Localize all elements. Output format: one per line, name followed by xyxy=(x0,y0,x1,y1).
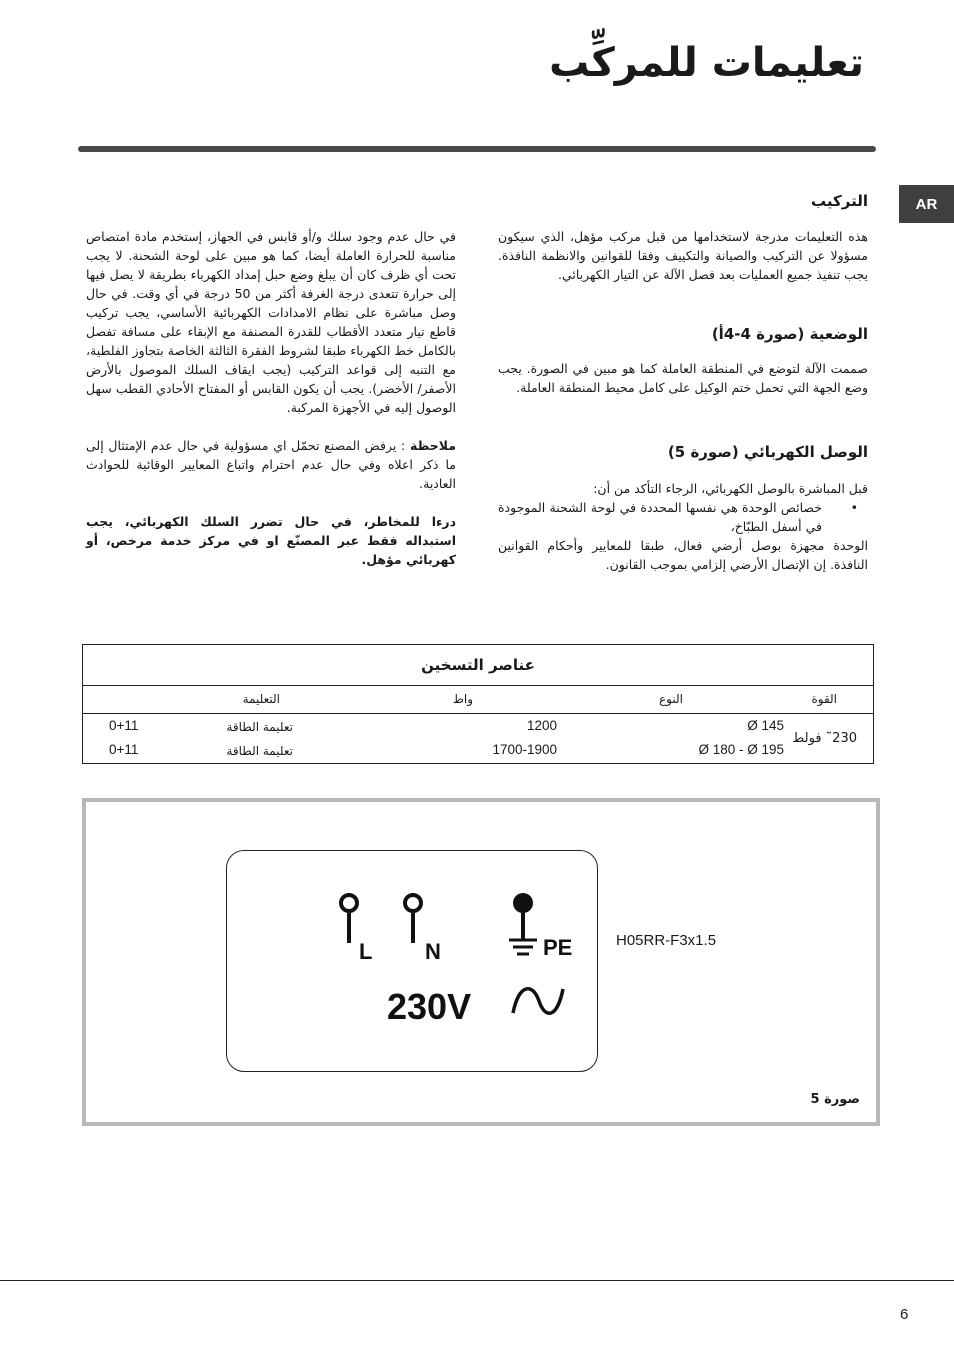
installation-heading: التركيب xyxy=(811,192,868,210)
electrical-checklist xyxy=(498,498,868,536)
warning-paragraph: درءا للمخاطر، في حال تضرر السلك الكهربائي، يجب استبداله فقط عبر المصنّع او في مركز خدمة مرخص، أو كهربائي مؤهل. xyxy=(86,514,456,567)
voltage-label: 230V xyxy=(387,986,472,1027)
header-divider xyxy=(83,713,873,714)
ac-wave-icon xyxy=(513,989,563,1014)
terminal-l-label: L xyxy=(359,939,373,964)
electrical-section xyxy=(498,479,868,574)
row2-instruction: تعليمة الطاقة xyxy=(226,744,293,758)
row1-setting: 0+11 xyxy=(109,718,139,733)
terminal-pe-label: PE xyxy=(543,935,573,960)
row1-instruction: تعليمة الطاقة xyxy=(226,720,293,734)
list-item: • خصائص الوحدة هي نفسها المحددة في لوحة الشحنة الموجودة في أسفل الطبّاخ، xyxy=(498,498,822,536)
title-divider xyxy=(78,146,876,152)
row1-watt: 1200 xyxy=(526,718,557,733)
cable-spec: H05RR-F3x1.5 xyxy=(616,932,717,949)
row2-setting: 0+11 xyxy=(109,742,139,757)
electrical-body: الوحدة مجهزة بوصل أرضي فعال، طبقا للمعايير وأحكام القوانين النافذة. إن الإتصال الأرضي إلزامي بموجب القانون. xyxy=(498,538,868,572)
neutral-terminal-icon xyxy=(405,895,421,943)
positioning-heading: الوضعية (صورة 4-4أ) xyxy=(711,325,868,343)
note-paragraph xyxy=(86,436,456,493)
positioning-body: صممت الآلة لتوضع في المنطقة العاملة كما هو مبين في الصورة. يجب وضع الجهة التي تحمل ختم الوكيل على كامل محيط المنطقة العاملة. xyxy=(498,361,868,395)
heating-elements-table xyxy=(82,644,874,764)
ground-terminal-icon xyxy=(509,893,537,954)
footer-divider xyxy=(0,1280,954,1281)
column-header-power: القوة xyxy=(811,692,837,706)
row1-type: Ø 145 xyxy=(747,718,784,733)
column-header-watt: واط xyxy=(452,692,473,706)
installation-body: هذه التعليمات مدرجة لاستخدامها من قبل مركب مؤهل، الذي سيكون مسؤولا عن التركيب والصيانة والتكييف وفقا للقوانين والانظمة النافذة. يجب تنفيذ جميع العمليات بعد فصل الآلة عن التيار الكهربائي. xyxy=(498,229,868,282)
table-title: عناصر التسخين xyxy=(83,645,873,686)
column-header-type: النوع xyxy=(659,692,683,706)
cable-instructions: في حال عدم وجود سلك و/أو قابس في الجهاز، إستخدم مادة امتصاص مناسبة للحرارة العاملة أيضا، كما هو مبين على لوحة الشحنة. لا يجب تحت أي ظرف كان أن يبلغ وضع حبل إمداد الكهرباء بطريقة لا يصل فيها إلى حرارة تتعدى درجة الغرفة أكثر من 50 درجة في أي وقت. في حال وصل مباشرة على نظام الامدادات الكهربائية الأساسي، يجب تركيب قاطع تيار متعدد الأقطاب للقدرة المصنفة مع الإبقاء على مسافة تفصل بالكامل خط الكهرباء طبقا لشروط الفقرة الثالثة الخاصة بتجاوز الفلطية، مع التنبه إلى قواعد التركيب (يجب ايقاف السلك الموصول بالأرض الأصفر/ الأخضر). يجب أن يكون القابس أو المفتاح الأحادي القطب سهل الوصول إليه في الأجهزة المركبة. xyxy=(86,229,457,415)
terminal-n-label: N xyxy=(425,939,441,964)
live-terminal-icon xyxy=(341,895,357,943)
electrical-intro: قبل المباشرة بالوصل الكهربائي، الرجاء التأكد من أن: xyxy=(593,481,868,496)
terminal-plate xyxy=(226,850,598,1072)
electrical-heading: الوصل الكهربائي (صورة 5) xyxy=(667,443,868,461)
row2-watt: 1700-1900 xyxy=(492,742,557,757)
left-column xyxy=(86,227,456,569)
voltage-cell: 230˜ فولط xyxy=(792,731,857,746)
note-body: : يرفض المصنع تحمّل اي مسؤولية في حال عدم الإمتثال إلى ما ذكر اعلاه وفي حال عدم احترام واتباع المعايير الوقائية للحوادث العادية. xyxy=(86,438,456,491)
terminal-diagram xyxy=(227,851,597,1071)
note-label: ملاحظة xyxy=(410,438,456,453)
page-number: 6 xyxy=(900,1306,909,1323)
page-title: تعليمات للمركِّب xyxy=(549,40,864,86)
row2-type: Ø 180 - Ø 195 xyxy=(698,742,784,757)
language-tab: AR xyxy=(899,185,954,223)
figure-caption: صورة 5 xyxy=(810,1092,860,1107)
column-header-instruction: التعليمة xyxy=(242,692,280,706)
